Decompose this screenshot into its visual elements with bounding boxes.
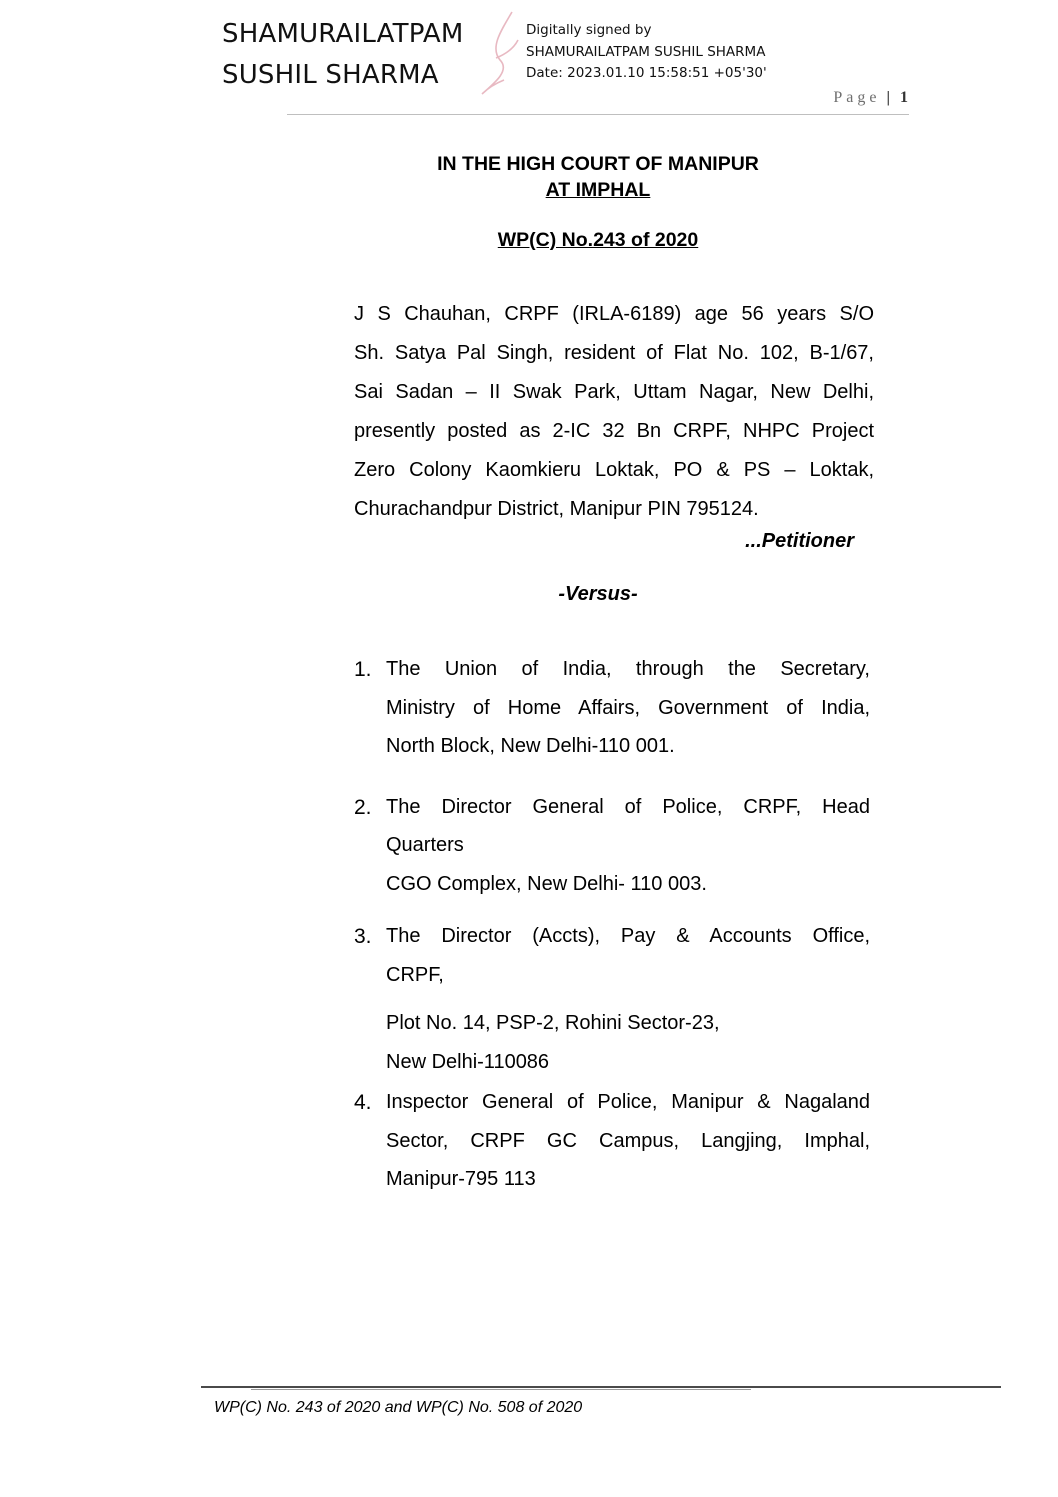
signature-detail-line-3: Date: 2023.01.10 15:58:51 +05'30' <box>526 65 767 81</box>
petitioner-line: Sh. Satya Pal Singh, resident of Flat No. 102, B-1/67, <box>354 342 874 364</box>
header-divider <box>287 114 909 115</box>
respondent-number: 3. <box>354 925 372 948</box>
signature-details <box>526 20 767 85</box>
versus-label: -Versus- <box>558 583 638 605</box>
respondent-line: Inspector General of Police, Manipur & Nagaland <box>386 1091 870 1113</box>
petitioner-line: Sai Sadan – II Swak Park, Uttam Nagar, New Delhi, <box>354 381 874 403</box>
respondent-item <box>354 788 870 904</box>
court-title-line-2: AT IMPHAL <box>545 179 651 201</box>
petitioner-line: presently posted as 2-IC 32 Bn CRPF, NHPC Project <box>354 420 874 442</box>
respondent-line: Sector, CRPF GC Campus, Langjing, Imphal, <box>386 1129 870 1152</box>
page-number-header <box>833 89 908 107</box>
respondent-line: North Block, New Delhi-110 001. <box>386 735 675 757</box>
signature-mark-icon <box>460 8 530 103</box>
footer-case-reference: WP(C) No. 243 of 2020 and WP(C) No. 508 of 2020 <box>214 1399 583 1416</box>
petitioner-details <box>354 295 874 529</box>
footer-divider-accent <box>251 1389 751 1390</box>
petitioner-role: ...Petitioner <box>745 530 854 552</box>
case-number: WP(C) No.243 of 2020 <box>497 229 699 251</box>
respondent-line: Manipur-795 113 <box>386 1168 536 1190</box>
respondent-line: New Delhi-110086 <box>386 1050 550 1073</box>
respondent-item <box>354 650 870 766</box>
court-title-line-1: IN THE HIGH COURT OF MANIPUR <box>437 153 759 175</box>
page-label: Page <box>833 89 881 106</box>
signature-name-line-2: SUSHIL SHARMA <box>222 60 439 90</box>
respondent-line: The Director General of Police, CRPF, Head <box>386 795 870 818</box>
respondent-number: 4. <box>354 1091 372 1114</box>
page-separator: | <box>886 89 890 106</box>
signature-name <box>222 14 464 96</box>
respondents-list <box>354 650 870 1199</box>
petitioner-line: Churachandpur District, Manipur PIN 795124. <box>354 498 759 520</box>
respondent-line: The Union of India, through the Secretary, <box>386 658 870 680</box>
respondent-number: 1. <box>354 658 372 681</box>
respondent-line: Quarters <box>386 834 464 856</box>
petitioner-line: J S Chauhan, CRPF (IRLA-6189) age 56 years S/O <box>354 303 874 325</box>
respondent-item <box>354 1083 870 1199</box>
respondent-line: CGO Complex, New Delhi- 110 003. <box>386 872 707 895</box>
court-title <box>287 151 909 203</box>
respondent-line: Ministry of Home Affairs, Government of India, <box>386 696 870 719</box>
petitioner-line: Zero Colony Kaomkieru Loktak, PO & PS – Loktak, <box>354 459 874 481</box>
respondent-line: CRPF, <box>386 963 444 986</box>
respondent-item <box>354 917 870 1081</box>
signature-name-line-1: SHAMURAILATPAM <box>222 19 464 49</box>
page-number: 1 <box>900 89 908 106</box>
footer-divider <box>201 1386 1001 1388</box>
respondent-line: The Director (Accts), Pay & Accounts Office, <box>386 925 870 947</box>
respondent-line: Plot No. 14, PSP-2, Rohini Sector-23, <box>386 1012 720 1034</box>
signature-detail-line-2: SHAMURAILATPAM SUSHIL SHARMA <box>526 43 766 60</box>
signature-detail-line-1: Digitally signed by <box>526 22 652 38</box>
respondent-number: 2. <box>354 795 372 819</box>
